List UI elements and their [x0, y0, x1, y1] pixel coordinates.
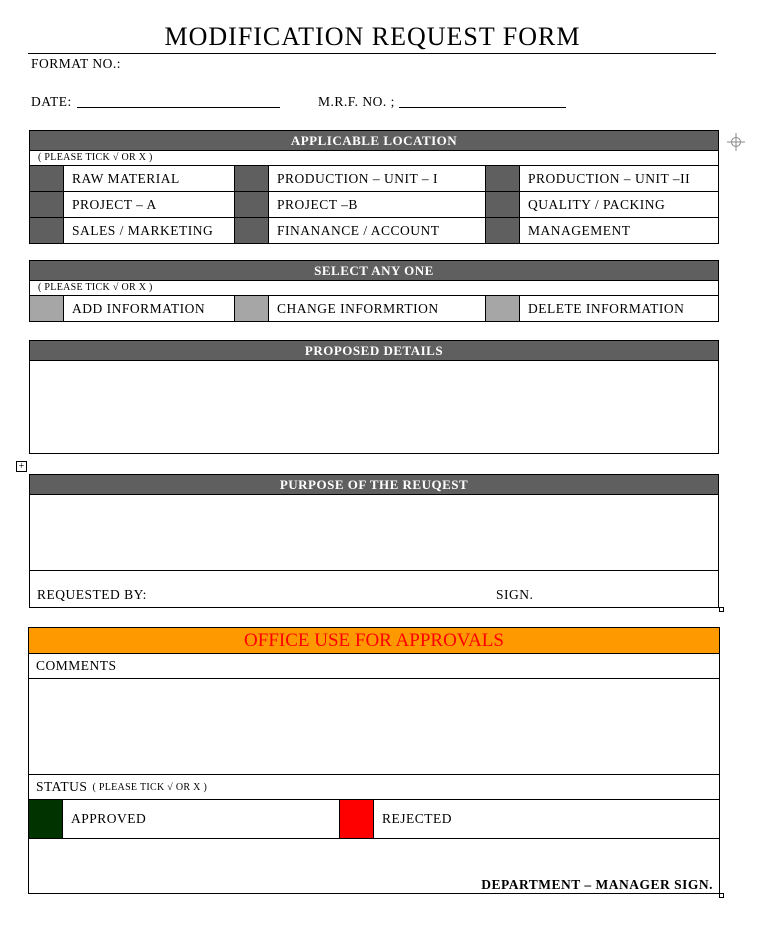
tick-box[interactable]	[486, 218, 520, 243]
title-rule	[28, 53, 716, 54]
comments-label: COMMENTS	[29, 654, 719, 679]
location-row	[30, 192, 718, 218]
tick-box[interactable]	[235, 296, 269, 321]
mrf-field[interactable]	[399, 107, 566, 108]
location-option: PROJECT – A	[64, 192, 235, 217]
tick-box[interactable]	[30, 218, 64, 243]
applicable-location-header: APPLICABLE LOCATION	[30, 131, 718, 151]
sign-label: SIGN.	[496, 587, 534, 602]
office-use-section	[28, 627, 720, 894]
manager-sign-label: DEPARTMENT – MANAGER SIGN.	[481, 877, 713, 892]
location-row	[30, 166, 718, 192]
proposed-details-field[interactable]	[30, 361, 718, 454]
table-move-icon[interactable]: +	[16, 461, 27, 472]
requested-by-row	[30, 571, 718, 608]
tick-box[interactable]	[486, 192, 520, 217]
approved-tick-box[interactable]	[29, 800, 63, 838]
location-option: QUALITY / PACKING	[528, 196, 666, 212]
resize-handle[interactable]	[719, 893, 724, 898]
proposed-details-header: PROPOSED DETAILS	[30, 341, 718, 361]
date-label: DATE:	[31, 94, 72, 109]
tick-box[interactable]	[30, 166, 64, 191]
approval-row	[29, 800, 719, 839]
requested-by-label: REQUESTED BY:	[37, 587, 147, 602]
location-option: RAW MATERIAL	[64, 166, 235, 191]
location-option: PROJECT –B	[269, 192, 486, 217]
location-option: PRODUCTION – UNIT – I	[269, 166, 486, 191]
crosshair-icon	[727, 133, 745, 151]
location-option: SALES / MARKETING	[64, 218, 235, 243]
select-row	[30, 296, 718, 321]
location-option: MANAGEMENT	[528, 222, 631, 238]
location-row	[30, 218, 718, 243]
select-option: ADD INFORMATION	[64, 296, 235, 321]
rejected-label: REJECTED	[382, 811, 452, 826]
status-tick-note: ( PLEASE TICK √ OR X )	[92, 781, 208, 793]
form-title: MODIFICATION REQUEST FORM	[164, 22, 581, 51]
purpose-section	[29, 474, 719, 608]
tick-note: ( PLEASE TICK √ OR X )	[30, 281, 718, 296]
select-any-one-header: SELECT ANY ONE	[30, 261, 718, 281]
purpose-field[interactable]	[30, 495, 718, 571]
status-row	[29, 775, 719, 800]
tick-box[interactable]	[486, 296, 520, 321]
purpose-header: PURPOSE OF THE REUQEST	[30, 475, 718, 495]
comments-field[interactable]	[29, 679, 719, 775]
approved-label: APPROVED	[63, 800, 340, 838]
select-option: DELETE INFORMATION	[528, 300, 685, 316]
resize-handle[interactable]	[719, 607, 724, 612]
format-no-label: FORMAT NO.:	[31, 56, 122, 71]
tick-box[interactable]	[235, 218, 269, 243]
proposed-details-section	[29, 340, 719, 454]
select-any-one-section	[29, 260, 719, 322]
date-field[interactable]	[77, 107, 280, 108]
applicable-location-section	[29, 130, 719, 244]
tick-box[interactable]	[30, 192, 64, 217]
location-option: PRODUCTION – UNIT –II	[528, 170, 691, 186]
tick-box[interactable]	[235, 192, 269, 217]
tick-box[interactable]	[235, 166, 269, 191]
status-label: STATUS	[36, 779, 88, 794]
select-option: CHANGE INFORMRTION	[269, 296, 486, 321]
location-option: FINANANCE / ACCOUNT	[269, 218, 486, 243]
rejected-tick-box[interactable]	[340, 800, 374, 838]
tick-note: ( PLEASE TICK √ OR X )	[30, 151, 718, 166]
mrf-label: M.R.F. NO. ;	[318, 94, 395, 109]
tick-box[interactable]	[30, 296, 64, 321]
manager-sign-area[interactable]	[29, 839, 719, 896]
tick-box[interactable]	[486, 166, 520, 191]
office-use-header: OFFICE USE FOR APPROVALS	[29, 628, 719, 654]
